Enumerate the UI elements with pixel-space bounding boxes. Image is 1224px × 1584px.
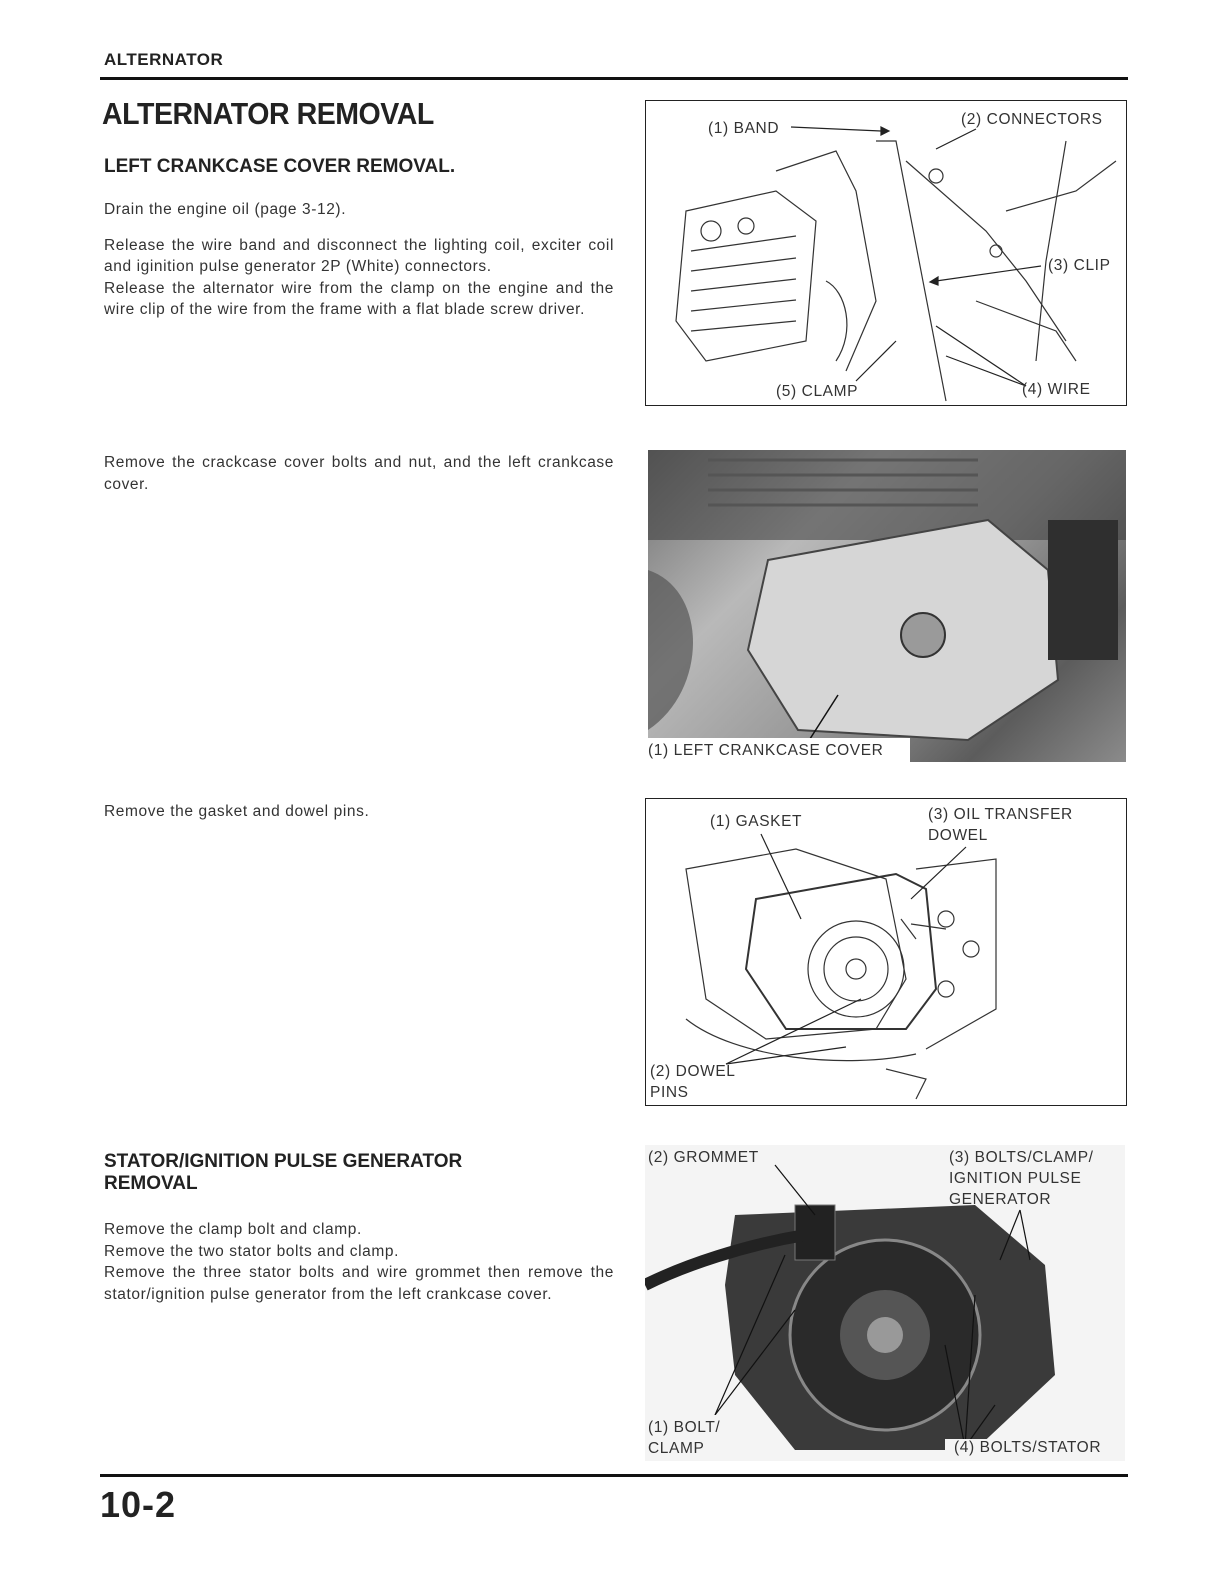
section-heading-crankcase: LEFT CRANKCASE COVER REMOVAL. [104,156,456,177]
paragraph-drain-oil: Drain the engine oil (page 3-12). [104,201,347,218]
crankcase-text-block [104,199,614,335]
stator-step-3: Remove the three stator bolts and wire grommet then remove the stator/ignition pulse generator from the left crankcase cover. [104,1264,614,1303]
page-title: ALTERNATOR REMOVAL [102,96,434,131]
crankcase-photo-shapes [648,450,1126,762]
callout-connectors: (2) CONNECTORS [961,111,1103,128]
callout-gasket: (1) GASKET [710,813,803,830]
paragraph-release-band: Release the wire band and disconnect the lighting coil, exciter coil and iginition pulse generator 2P (White) connectors. [104,236,614,275]
paragraph-remove-cover: Remove the crackcase cover bolts and nut, and the left crankcase cover. [104,454,614,493]
stator-step-1: Remove the clamp bolt and clamp. [104,1221,362,1238]
callout-bolt-clamp: (1) BOLT/ CLAMP [648,1419,721,1457]
callout-oil-transfer-dowel: (3) OIL TRANSFER DOWEL [928,806,1073,844]
callout-bolts-clamp-ignition: (3) BOLTS/CLAMP/ IGNITION PULSE GENERATOR [949,1149,1094,1208]
callout-dowel-pins: (2) DOWEL PINS [650,1063,736,1101]
paragraph-release-wire: Release the alternator wire from the clamp on the engine and the wire clip of the wire from the frame with a flat blade screw driver. [104,279,614,318]
photo-left-crankcase-cover [648,450,1126,762]
engine-line-drawing [646,101,1126,405]
top-rule [100,77,1128,80]
callout-band: (1) BAND [708,120,780,137]
callout-clip: (3) CLIP [1048,257,1111,274]
stator-step-2: Remove the two stator bolts and clamp. [104,1242,400,1260]
callout-clamp: (5) CLAMP [776,383,859,400]
page-number: 10-2 [100,1484,177,1525]
paragraph-remove-gasket: Remove the gasket and dowel pins. [104,803,370,820]
bottom-rule [100,1474,1128,1477]
section-heading-stator: STATOR/IGNITION PULSE GENERATOR REMOVAL [104,1151,463,1194]
figure-wire-routing [645,100,1127,406]
callout-bolts-stator: (4) BOLTS/STATOR [954,1439,1102,1456]
callout-left-crankcase-cover: (1) LEFT CRANKCASE COVER [648,742,884,759]
callout-grommet: (2) GROMMET [648,1149,759,1166]
stator-text-block [104,1219,614,1305]
photo-stator-removal [645,1145,1125,1461]
figure-gasket-dowels [645,798,1127,1106]
running-header: ALTERNATOR [104,50,224,69]
callout-wire: (4) WIRE [1022,381,1091,398]
